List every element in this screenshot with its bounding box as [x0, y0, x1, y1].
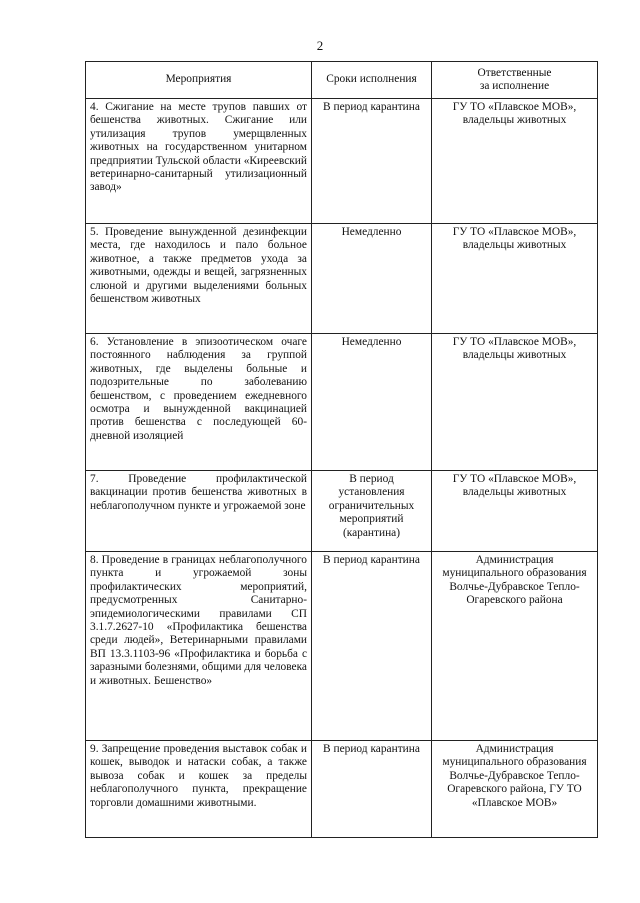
measure-cell: 6. Установление в эпизоотическом очаге постоянного наблюдения за группой животных, где выделены больные и подозрительные по заболеванию бешенством, с проведением ежедневного осмотра и вынужденной вакцинацией против бешенства с последующей 60-дневной изоляцией	[86, 334, 312, 471]
measure-cell: 8. Проведение в границах неблагополучного пункта и угрожаемой зоны профилактических мероприятий, предусмотренных Санитарно-эпидемиологическими правилами СП 3.1.7.2627-10 «Профилактика бешенства среди людей», Ветеринарными правилами ВП 13.3.1103-96 «Профилактика и борьба с заразными болезнями, общими для человека и животных. Бешенство»	[86, 552, 312, 741]
measures-table	[85, 61, 598, 838]
header-deadline: Сроки исполнения	[312, 62, 432, 99]
deadline-cell: Немедленно	[312, 224, 432, 334]
table-row	[86, 741, 598, 838]
header-responsible	[432, 62, 598, 99]
deadline-cell: В период карантина	[312, 741, 432, 838]
responsible-cell: Администрация муниципального образования Волчье-Дубравское Тепло-Огаревского района, ГУ ТО «Плавское МОВ»	[432, 741, 598, 838]
measure-cell: 9. Запрещение проведения выставок собак и кошек, выводок и натаски собак, а также вывоза собак и кошек за пределы неблагополучного пункта, прекращение торговли домашними животными.	[86, 741, 312, 838]
header-responsible-line1: Ответственные	[477, 66, 552, 79]
deadline-cell: Немедленно	[312, 334, 432, 471]
responsible-cell: ГУ ТО «Плавское МОВ», владельцы животных	[432, 471, 598, 552]
responsible-cell: Администрация муниципального образования Волчье-Дубравское Тепло-Огаревского района	[432, 552, 598, 741]
deadline-cell: В период карантина	[312, 99, 432, 224]
table-row	[86, 552, 598, 741]
table-row	[86, 334, 598, 471]
page-number: 2	[316, 38, 324, 53]
responsible-cell: ГУ ТО «Плавское МОВ», владельцы животных	[432, 334, 598, 471]
responsible-cell: ГУ ТО «Плавское МОВ», владельцы животных	[432, 99, 598, 224]
measure-cell: 4. Сжигание на месте трупов павших от бешенства животных. Сжигание или утилизация трупов умерщвленных животных на государственном унитарном предприятии Тульской области «Киреевский ветеринарно-санитарный утилизационный завод»	[86, 99, 312, 224]
responsible-cell: ГУ ТО «Плавское МОВ», владельцы животных	[432, 224, 598, 334]
header-responsible-line2: за исполнение	[479, 80, 550, 92]
header-measure: Мероприятия	[86, 62, 312, 99]
deadline-cell: В период карантина	[312, 552, 432, 741]
table-row	[86, 99, 598, 224]
deadline-cell: В период установления ограничительных мероприятий (карантина)	[312, 471, 432, 552]
measure-cell: 7. Проведение профилактической вакцинации против бешенства животных в неблагополучном пункте и угрожаемой зоне	[86, 471, 312, 552]
measure-cell: 5. Проведение вынужденной дезинфекции места, где находилось и пало больное животное, а также предметов ухода за животными, одежды и вещей, загрязненных слюной и другими выделениями больных бешенством животных	[86, 224, 312, 334]
table-row	[86, 471, 598, 552]
table-row	[86, 224, 598, 334]
table-header-row	[86, 62, 598, 99]
